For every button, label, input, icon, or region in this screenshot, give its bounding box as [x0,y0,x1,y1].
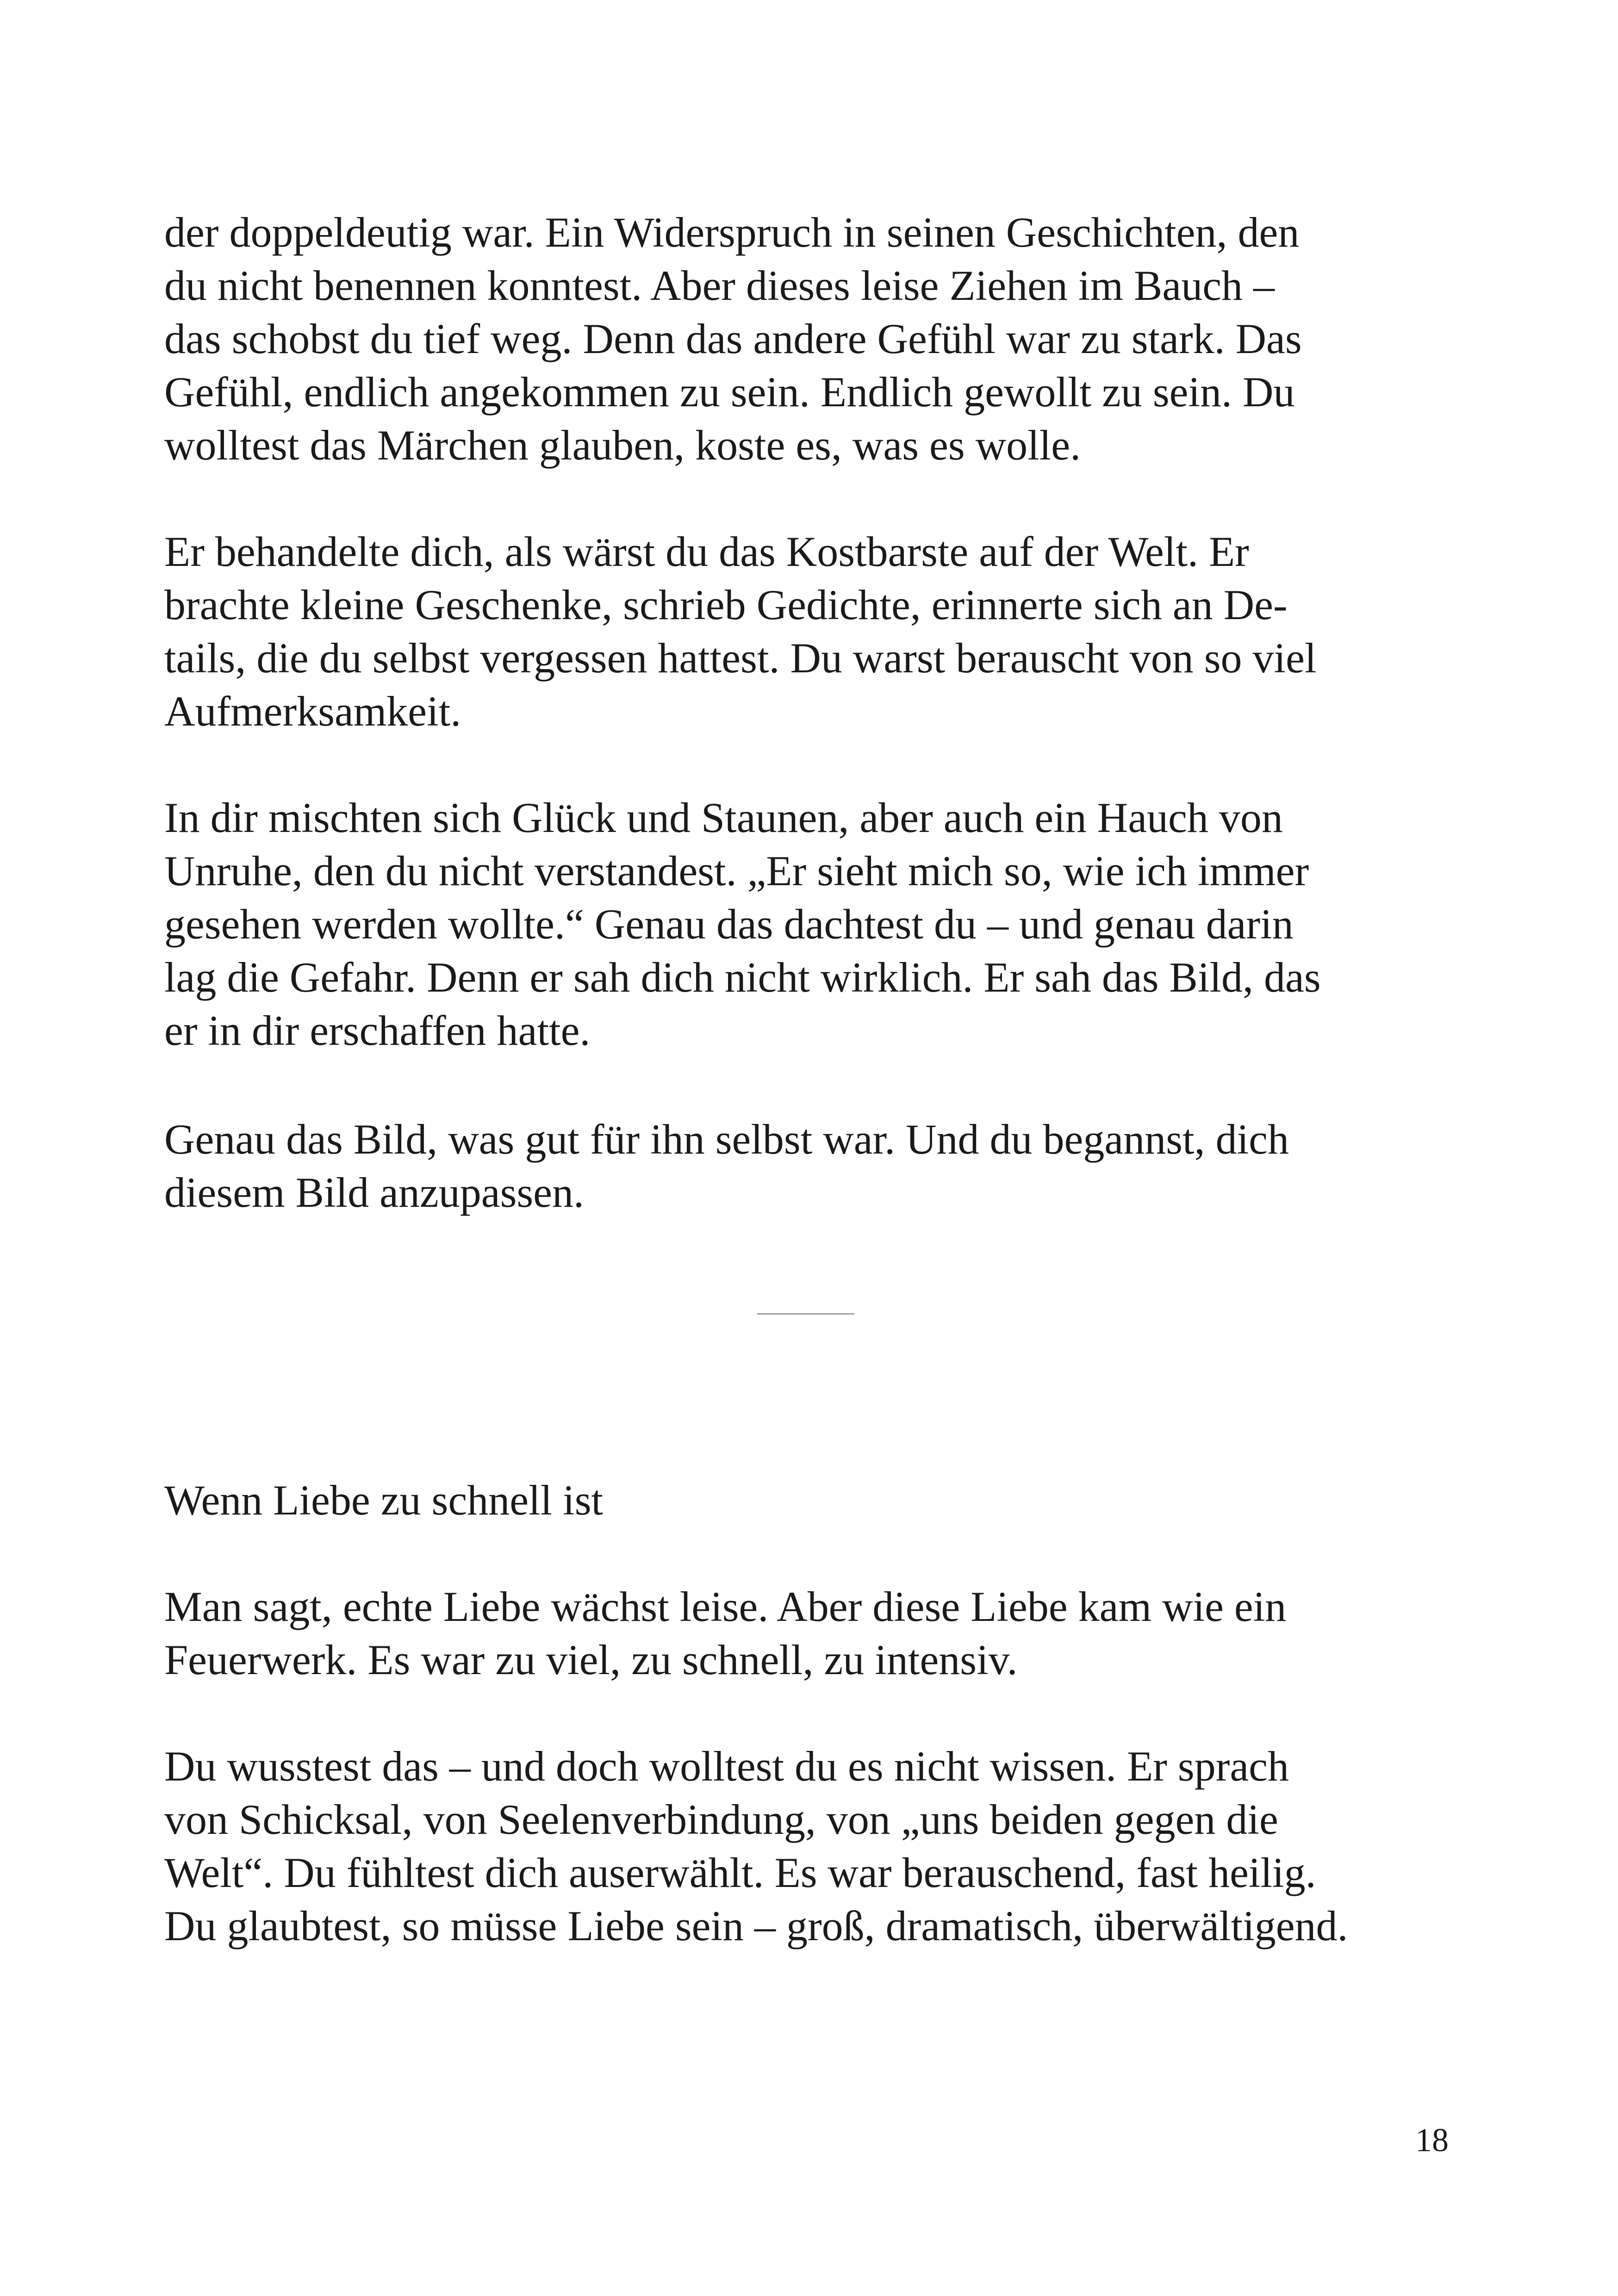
text-line: gesehen werden wollte.“ Genau das dachtest du – und genau darin [164,900,1294,948]
paragraph-3 [164,791,1460,1057]
text-line: Man sagt, echte Liebe wächst leise. Aber diese Liebe kam wie ein [164,1583,1287,1630]
text-line: lag die Gefahr. Denn er sah dich nicht wirklich. Er sah das Bild, das [164,954,1321,1001]
text-line: Aufmerksamkeit. [164,688,461,735]
paragraph-4 [164,1113,1460,1219]
text-line: Du wusstest das – und doch wolltest du es nicht wissen. Er sprach [164,1743,1289,1790]
text-line: diesem Bild anzupassen. [164,1169,585,1216]
paragraph-5 [164,1580,1460,1687]
page-number: 18 [1415,2122,1449,2159]
text-line: Du glaubtest, so müsse Liebe sein – groß, dramatisch, überwältigend. [164,1902,1348,1949]
text-line: brachte kleine Geschenke, schrieb Gedichte, erinnerte sich an De- [164,581,1288,628]
paragraph-2 [164,525,1460,738]
section-separator [757,1313,854,1315]
paragraph-6 [164,1740,1460,1953]
text-line: Unruhe, den du nicht verstandest. „Er sieht mich so, wie ich immer [164,847,1309,894]
text-line: das schobst du tief weg. Denn das andere Gefühl war zu stark. Das [164,315,1302,362]
text-line: In dir mischten sich Glück und Staunen, aber auch ein Hauch von [164,794,1283,841]
text-line: Feuerwerk. Es war zu viel, zu schnell, zu intensiv. [164,1636,1018,1683]
text-line: wolltest das Märchen glauben, koste es, was es wolle. [164,422,1081,469]
text-line: Gefühl, endlich angekommen zu sein. Endlich gewollt zu sein. Du [164,368,1295,416]
text-line: der doppeldeutig war. Ein Widerspruch in seinen Geschichten, den [164,209,1300,256]
text-line: von Schicksal, von Seelenverbindung, von „uns beiden gegen die [164,1796,1278,1843]
text-line: Er behandelte dich, als wärst du das Kostbarste auf der Welt. Er [164,528,1249,575]
text-line: tails, die du selbst vergessen hattest. Du warst berauscht von so viel [164,634,1317,682]
paragraph-1 [164,206,1460,472]
text-line: Genau das Bild, was gut für ihn selbst war. Und du begannst, dich [164,1116,1289,1163]
text-line: er in dir erschaffen hatte. [164,1007,591,1054]
section-heading: Wenn Liebe zu schnell ist [164,1477,604,1524]
text-line: Welt“. Du fühltest dich auserwählt. Es war berauschend, fast heilig. [164,1849,1316,1896]
text-line: du nicht benennen konntest. Aber dieses leise Ziehen im Bauch – [164,262,1275,309]
